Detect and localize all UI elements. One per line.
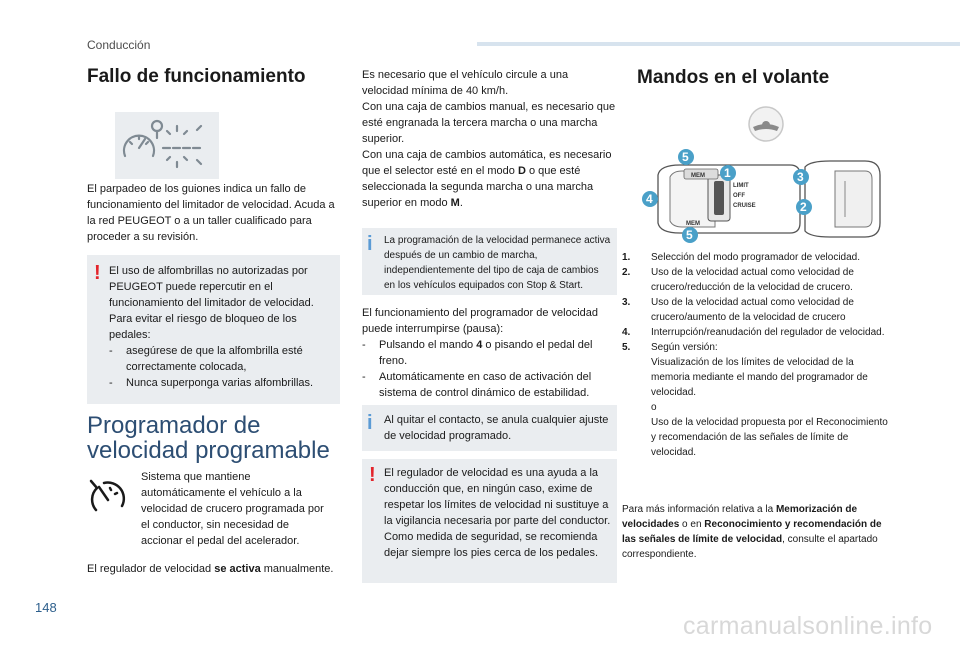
control-item-number: 3. (622, 297, 631, 308)
info-icon: i (367, 412, 373, 434)
link-memorization: Memorización de velocidades (622, 504, 858, 530)
controls-list (622, 250, 892, 460)
warning-icon: ! (94, 262, 101, 284)
link-sign-recognition: Reconocimiento y recomendación de las señales de límite de velocidad (622, 519, 882, 545)
cruise-section-title (87, 413, 330, 463)
control-item (622, 325, 892, 340)
page-number: 148 (35, 600, 57, 615)
cruise-label: CRUISE (733, 203, 756, 209)
item5-detail-memory: Visualización de los límites de velocidad de la memoria mediante el mando del programador de velocidad. (651, 357, 868, 398)
text-part: , consulte el apartado correspondiente. (622, 534, 878, 560)
steering-wheel-icon (747, 105, 785, 143)
activation-prefix: El regulador de velocidad (87, 563, 215, 575)
cruise-section-title-line2: velocidad programable (87, 437, 330, 464)
fault-description: El parpadeo de los guiones indica un fallo de funcionamiento del limitador de velocidad. Acuda a la red PEUGEOT o a un taller cualificado para proceder a su revisión. (87, 183, 335, 243)
warning-box-mats (87, 255, 340, 404)
limit-label: LIMIT (733, 183, 749, 189)
control-item-text: Uso de la velocidad actual como velocidad de crucero/reducción de la velocidad de crucero. (651, 267, 854, 293)
info-box-gear (362, 228, 617, 295)
control-item-number: 5. (622, 342, 631, 353)
warning-item: - asegúrese de que la alfombrilla esté correctamente colocada, (109, 343, 335, 375)
callout-1-label: 1 (724, 166, 731, 180)
warning-item: - Nunca superponga varias alfombrillas. (109, 375, 335, 391)
off-label: OFF (733, 193, 745, 199)
callout-5-bottom-label: 5 (686, 228, 693, 242)
info-ignition-text: Al quitar el contacto, se anula cualquier ajuste de velocidad programado. (384, 414, 609, 442)
pause-text (362, 305, 617, 401)
cruise-section-title-line1: Programador de (87, 412, 261, 439)
control-item-number: 4. (622, 327, 631, 338)
control-item-text: Interrupción/reanudación del regulador de velocidad. (651, 327, 885, 338)
activation-note (87, 561, 337, 577)
control-item (622, 265, 892, 295)
pause-intro: El funcionamiento del programador de velocidad puede interrumpirse (pausa): (362, 307, 599, 335)
section-label: Conducción (87, 38, 151, 52)
control-number: 4 (476, 339, 483, 351)
speed-limiter-fault-image (115, 112, 219, 179)
warning-box-driving-aid (362, 459, 617, 583)
item5-or: o (651, 402, 657, 413)
activation-bold: se activa (214, 563, 261, 575)
text-part: Para más información relativa a la (622, 504, 776, 515)
warning-intro: El uso de alfombrillas no autorizadas por PEUGEOT puede repercutir en el funcionamiento del limitador de velocidad. Para evitar el riesgo de bloqueo de los pedales: (109, 265, 314, 341)
requirement-speed: Es necesario que el vehículo circule a una velocidad mínima de 40 km/h. (362, 69, 569, 97)
control-item-number: 1. (622, 252, 631, 263)
control-item (622, 295, 892, 325)
watermark: carmanualsonline.info (683, 612, 933, 640)
control-item-text: Selección del modo programador de velocidad. (651, 252, 861, 263)
callout-3-label: 3 (797, 170, 804, 184)
callout-1 (720, 165, 736, 181)
warning-feet-text: Como medida de seguridad, se recomienda dejar siempre los pies cerca de los pedales. (384, 531, 599, 559)
text-part: o pisando el pedal del freno. (379, 339, 593, 367)
callout-2 (796, 199, 812, 215)
info-icon: i (367, 233, 373, 255)
pause-item: - Automáticamente en caso de activación del sistema de control dinámico de estabilidad. (362, 369, 617, 401)
control-item (622, 250, 892, 265)
control-item-text: Según versión: (651, 342, 718, 353)
mode-d: D (517, 165, 526, 177)
item5-detail-recognition: Uso de la velocidad propuesta por el Reconocimiento y recomendación de las señales de límite de velocidad. (651, 417, 888, 458)
callout-5-top-label: 5 (682, 150, 689, 164)
speed-limiter-fault-icon (115, 112, 219, 179)
callout-5-top (678, 149, 694, 165)
pause-item (362, 337, 617, 369)
callout-4 (642, 191, 658, 207)
text-part: Con una caja de cambios automática, es necesario que el selector esté en el modo (362, 149, 612, 177)
more-info-text (622, 502, 892, 562)
fault-title: Fallo de funcionamiento (87, 66, 306, 87)
control-item-text: Uso de la velocidad actual como velocidad de crucero/aumento de la velocidad de crucero (651, 297, 854, 323)
activation-suffix: manualmente. (260, 563, 334, 575)
warning-icon: ! (369, 464, 376, 486)
cruise-stalk-diagram (640, 145, 890, 245)
text-part: . (459, 197, 463, 209)
requirement-automatic (362, 147, 617, 211)
control-item (622, 340, 892, 460)
text-part: Pulsando el mando (379, 339, 477, 351)
callout-4-label: 4 (646, 192, 653, 206)
mem-label-lower: MEM (686, 221, 700, 227)
mode-m: M (450, 197, 460, 209)
text-part: o que esté seleccionada la segunda marcha o una marcha superior en modo (362, 165, 594, 209)
callout-5-bottom (682, 227, 698, 243)
callout-3 (793, 169, 809, 185)
warning-driving-aid-text: El regulador de velocidad es una ayuda a la conducción que, en ningún caso, exime de respetar los límites de velocidad ni sustituye a la vigilancia necesaria por parte del conductor. (384, 467, 611, 527)
text-part: o en (679, 519, 705, 530)
cruise-system-description: Sistema que mantiene automáticamente el vehículo a la velocidad de crucero programada por el conductor, sin necesidad de accionar el pedal del acelerador. (141, 471, 324, 547)
mem-label: MEM (691, 173, 705, 179)
cruise-control-icon (88, 478, 128, 516)
requirement-manual: Con una caja de cambios manual, es necesario que esté engranada la tercera marcha o una marcha superior. (362, 101, 616, 145)
control-item-number: 2. (622, 267, 631, 278)
info-box-ignition (362, 405, 617, 451)
requirements-text (362, 67, 617, 211)
header-rule (477, 42, 960, 46)
steering-controls-title: Mandos en el volante (637, 67, 830, 88)
callout-2-label: 2 (800, 200, 807, 214)
info-gear-text: La programación de la velocidad permanece activa después de un cambio de marcha, independientemente del tipo de caja de cambios en los vehículos equipados con Stop & Start. (384, 235, 611, 291)
